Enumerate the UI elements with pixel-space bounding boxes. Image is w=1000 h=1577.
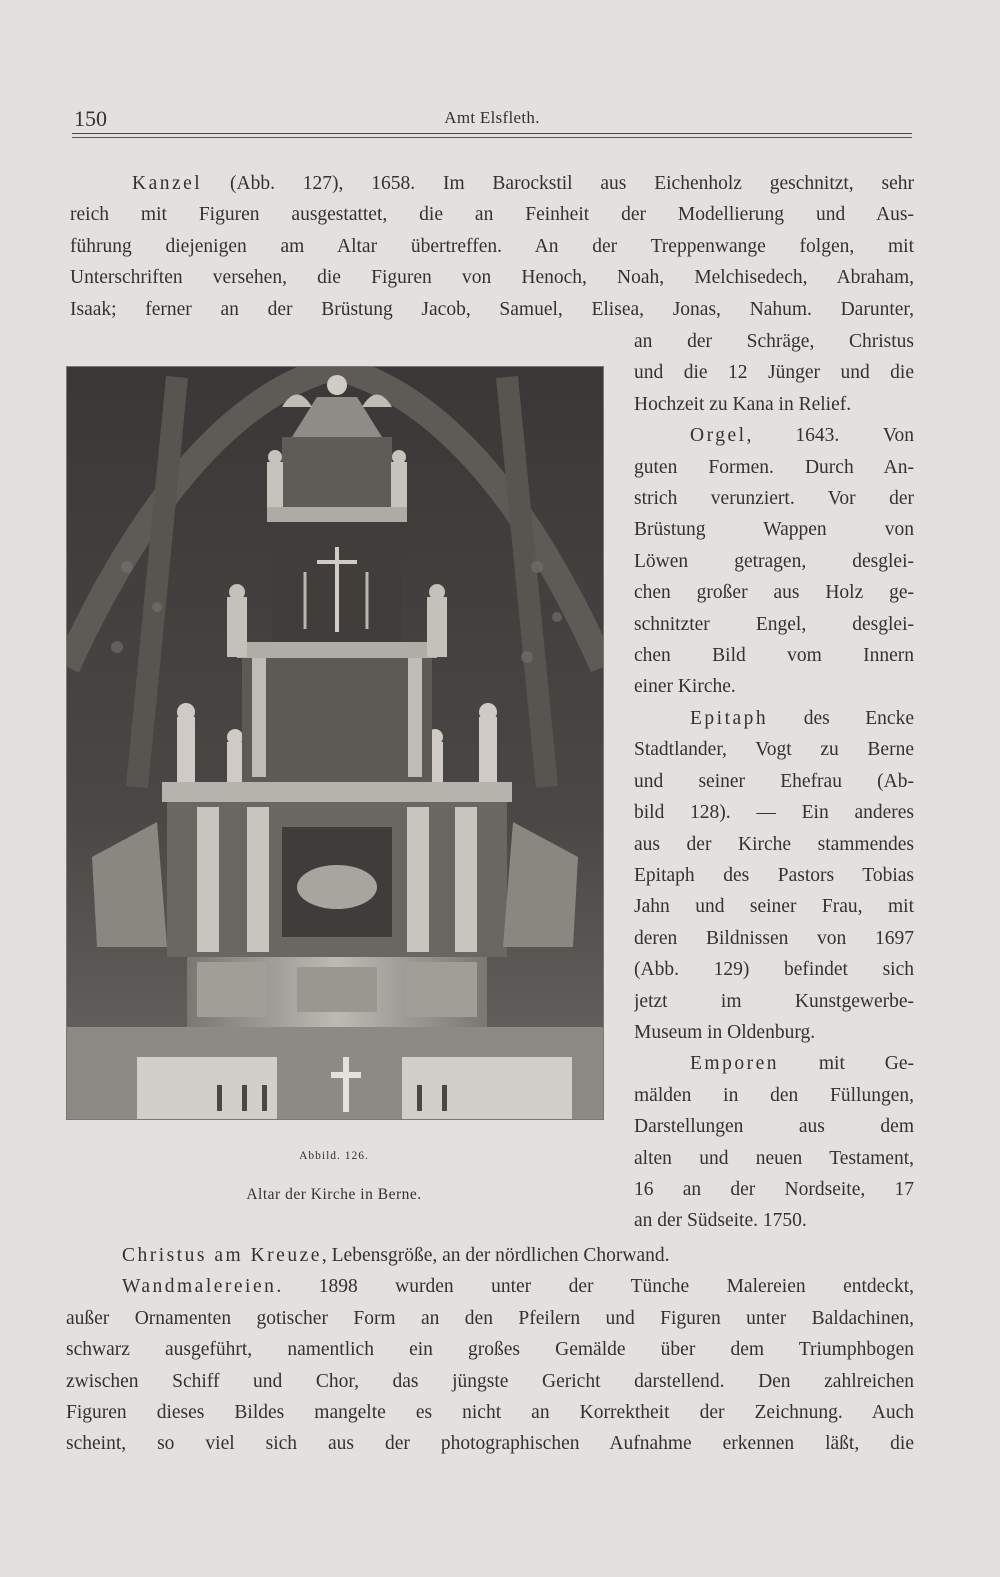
text-line (66, 1271, 914, 1302)
text-block-right-column (634, 326, 914, 1237)
text-line (634, 609, 914, 640)
line-text: guten Formen. Durch An- (634, 456, 914, 478)
text-line (70, 168, 914, 199)
text-line (66, 1334, 914, 1365)
text-line (70, 199, 914, 230)
spaced-keyword: Christus am Kreuze (122, 1245, 322, 1266)
spaced-keyword: Orgel (690, 425, 747, 447)
text-line (634, 1017, 914, 1048)
line-text: strich verunziert. Vor der (634, 488, 914, 510)
text-line (66, 1240, 914, 1271)
text-line (634, 1048, 914, 1079)
line-text: jetzt im Kunstgewerbe- (634, 990, 914, 1012)
text-line (634, 734, 914, 765)
line-text: Darstellungen aus dem (634, 1116, 914, 1138)
text-block-top (70, 168, 914, 325)
text-line (634, 671, 914, 702)
line-text: Jahn und seiner Frau, mit (634, 896, 914, 918)
running-head: Amt Elsfleth. (444, 108, 540, 127)
line-text: , Lebensgröße, an der nördlichen Chorwand. (321, 1245, 670, 1266)
line-text: Löwen getragen, desglei- (634, 550, 914, 572)
spaced-keyword: Kanzel (132, 173, 203, 194)
text-line (66, 1303, 914, 1334)
header-rule (72, 133, 912, 134)
line-text: an der Südseite. 1750. (634, 1210, 807, 1232)
text-line (634, 1111, 914, 1142)
spaced-keyword: Epitaph (690, 707, 769, 729)
text-line (634, 829, 914, 860)
line-text: Stadtlander, Vogt zu Berne (634, 739, 914, 761)
line-text: Unterschriften versehen, die Figuren von Henoch, Noah, Melchisedech, Abraham, (70, 267, 914, 289)
header-rule-thin (72, 137, 912, 138)
line-text: führung diejenigen am Altar übertreffen. An der Treppenwange folgen, mit (70, 235, 914, 257)
text-line (66, 1366, 914, 1397)
text-line (634, 640, 914, 671)
text-line (634, 1174, 914, 1205)
text-line (634, 1080, 914, 1111)
line-text: (Abb. 127), 1658. Im Barockstil aus Eichenholz geschnitzt, sehr (202, 173, 914, 194)
text-line (634, 420, 914, 451)
line-text: bild 128). — Ein anderes (634, 802, 914, 824)
page-header (72, 104, 912, 134)
line-text: , 1643. Von (746, 425, 914, 447)
line-text: deren Bildnissen von 1697 (634, 927, 914, 949)
line-text: schwarz ausgeführt, namentlich ein großes Gemälde über dem Triumphbogen (66, 1339, 914, 1361)
line-text: Brüstung Wappen von (634, 519, 914, 541)
line-text: an der Schräge, Christus (634, 331, 914, 352)
figure-number: Abbild. 126. (299, 1150, 369, 1162)
line-text: des Encke (768, 707, 914, 729)
spaced-keyword: Emporen (690, 1053, 779, 1075)
line-text: mälden in den Füllungen, (634, 1084, 914, 1106)
line-text: schnitzter Engel, desglei- (634, 613, 914, 635)
text-line (634, 389, 914, 420)
text-line (634, 923, 914, 954)
line-text: mit Ge- (778, 1053, 914, 1075)
line-text: chen großer aus Holz ge- (634, 582, 914, 604)
line-text: Figuren dieses Bildes mangelte es nicht an Korrektheit der Zeichnung. Auch (66, 1402, 914, 1424)
text-line (634, 891, 914, 922)
text-line (634, 514, 914, 545)
line-text: Museum in Oldenburg. (634, 1021, 816, 1043)
line-text: außer Ornamenten gotischer Form an den Pfeilern und Figuren unter Baldachinen, (66, 1307, 914, 1329)
text-line (634, 986, 914, 1017)
page-number: 150 (74, 106, 107, 131)
line-text: und die 12 Jünger und die (634, 362, 914, 384)
text-line (634, 703, 914, 734)
line-text: alten und neuen Testament, (634, 1147, 914, 1169)
line-text: . 1898 wurden unter der Tünche Malereien entdeckt, (276, 1276, 914, 1298)
text-line (634, 483, 914, 514)
text-line (634, 1205, 914, 1236)
line-text: reich mit Figuren ausgestattet, die an Feinheit der Modellierung und Aus- (70, 204, 914, 226)
text-line (634, 860, 914, 891)
text-line (634, 954, 914, 985)
line-text: und seiner Ehefrau (Ab- (634, 770, 914, 792)
figure-caption: Altar der Kirche in Berne. (246, 1186, 422, 1203)
altar-illustration (67, 367, 603, 1119)
text-line (634, 546, 914, 577)
text-line (66, 1428, 914, 1459)
text-block-bottom (66, 1240, 914, 1460)
line-text: einer Kirche. (634, 676, 736, 698)
line-text: Epitaph des Pastors Tobias (634, 864, 914, 886)
text-line (634, 1143, 914, 1174)
text-line (634, 766, 914, 797)
text-line (634, 797, 914, 828)
line-text: scheint, so viel sich aus der photographischen Aufnahme erkennen läßt, die (66, 1433, 914, 1455)
text-line (634, 577, 914, 608)
line-text: aus der Kirche stammendes (634, 833, 914, 855)
line-text: zwischen Schiff und Chor, das jüngste Gericht darstellend. Den zahlreichen (66, 1370, 914, 1392)
text-line (70, 231, 914, 262)
altar-photograph (66, 366, 604, 1120)
text-line (634, 326, 914, 357)
spaced-keyword: Wandmalereien (122, 1276, 277, 1298)
line-text: (Abb. 129) befindet sich (634, 959, 914, 981)
text-line (66, 1397, 914, 1428)
line-text: 16 an der Nordseite, 17 (634, 1178, 914, 1200)
line-text: chen Bild vom Innern (634, 645, 914, 667)
line-text: Isaak; ferner an der Brüstung Jacob, Samuel, Elisea, Jonas, Nahum. Darunter, (70, 298, 914, 320)
text-line (634, 357, 914, 388)
text-line (70, 262, 914, 293)
line-text: Hochzeit zu Kana in Relief. (634, 393, 852, 415)
text-line (634, 452, 914, 483)
text-line (70, 294, 914, 325)
